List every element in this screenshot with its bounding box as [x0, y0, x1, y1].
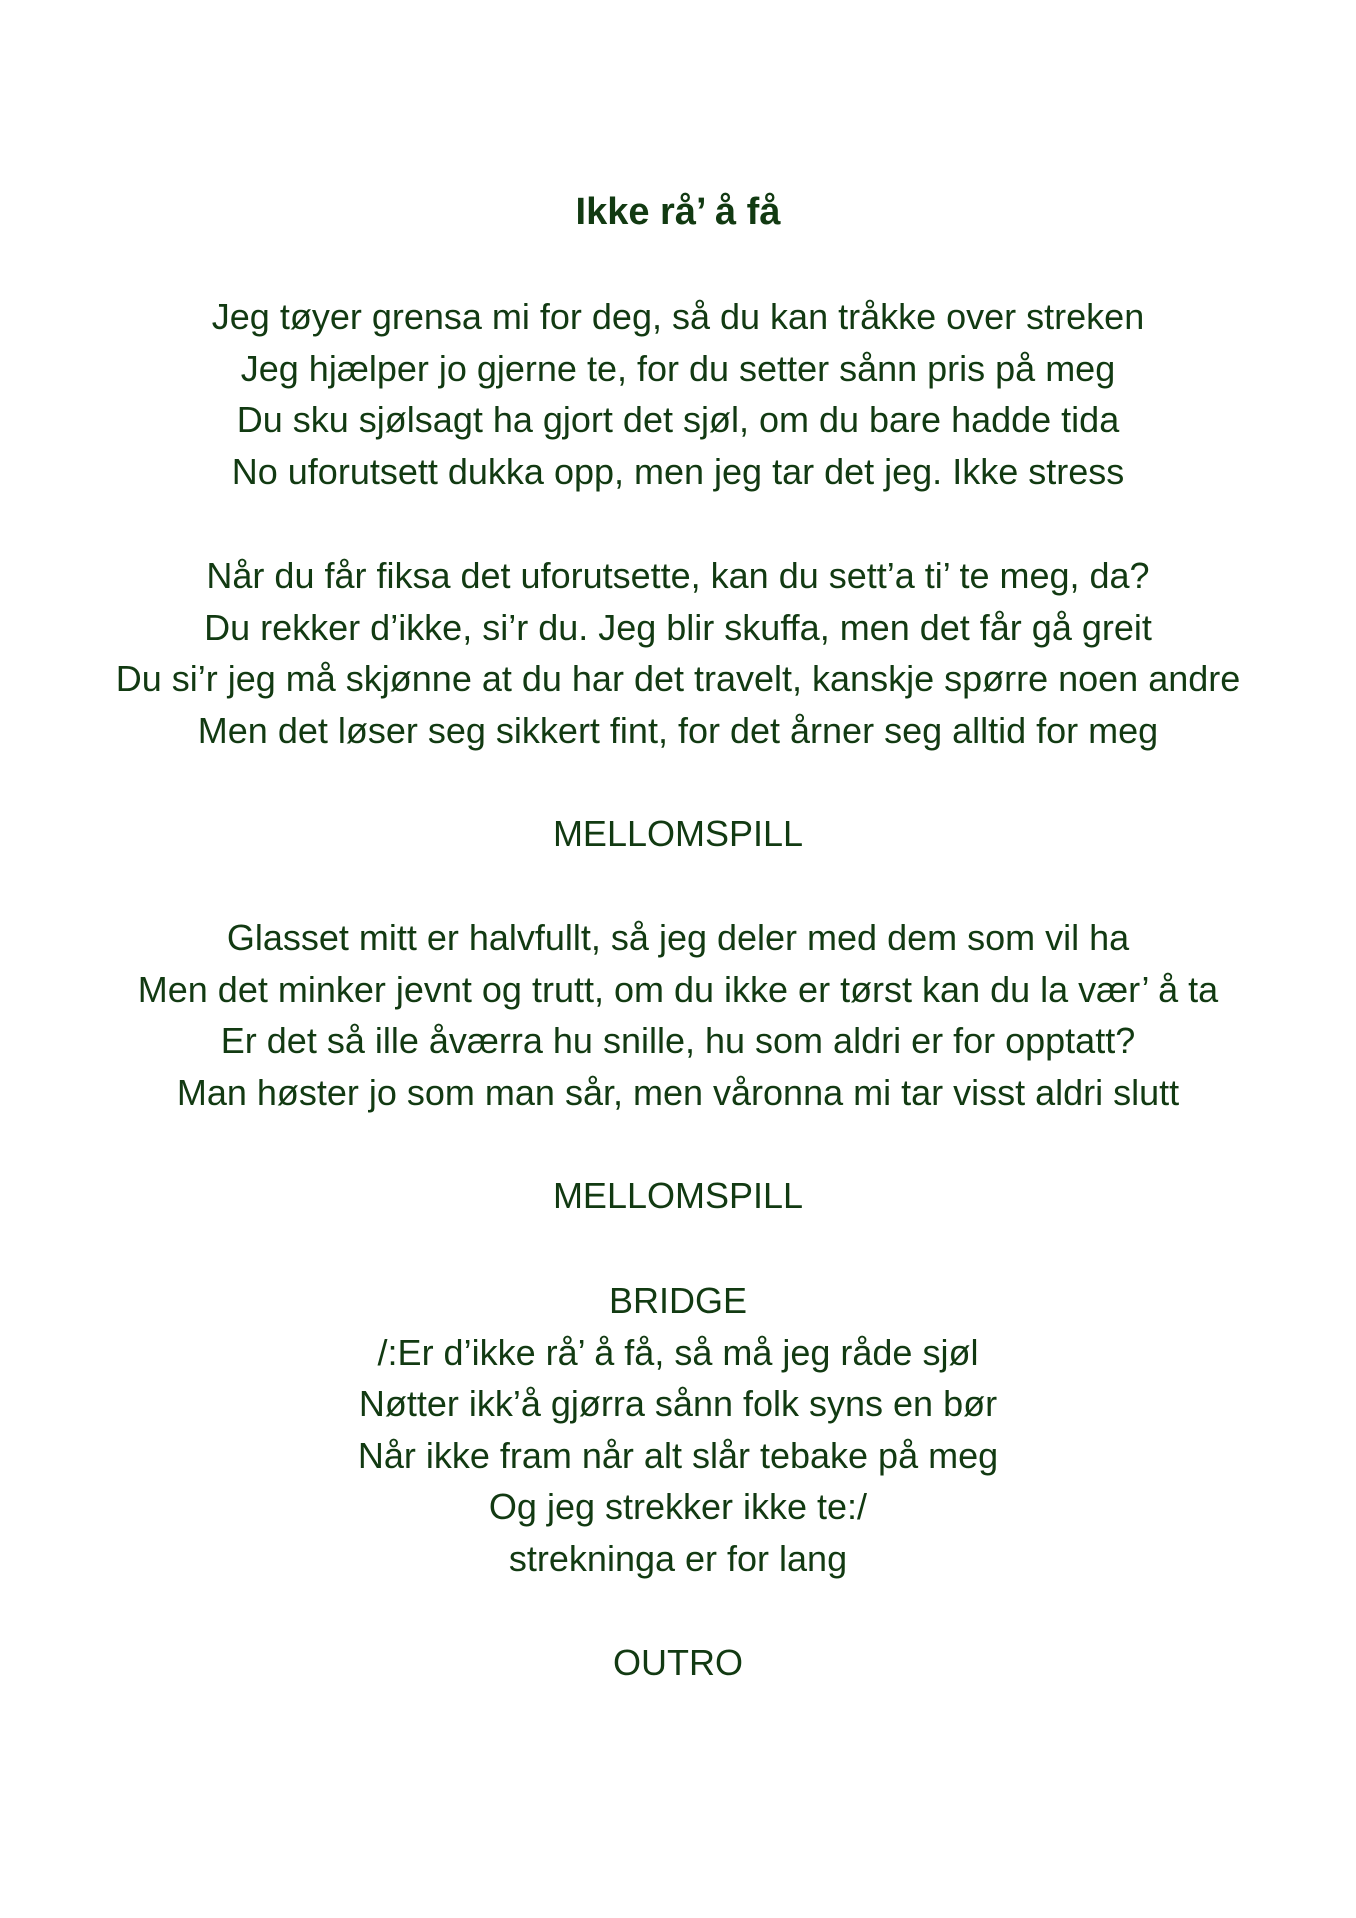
- verse-line: No uforutsett dukka opp, men jeg tar det jeg. Ikke stress: [231, 450, 1125, 492]
- bridge-label: BRIDGE: [608, 1280, 748, 1321]
- verse-line: Jeg hjælper jo gjerne te, for du setter sånn pris på meg: [240, 347, 1116, 389]
- song-title: Ikke rå’ å få: [575, 191, 781, 233]
- bridge: [0, 1275, 1356, 1584]
- bridge-line: Når ikke fram når alt slår tebake på meg: [357, 1434, 999, 1476]
- verse-line: Man høster jo som man sår, men våronna mi tar visst aldri slutt: [176, 1071, 1180, 1113]
- bridge-line: /:Er d’ikke rå’ å få, så må jeg råde sjøl: [377, 1331, 979, 1373]
- verse-3: [0, 912, 1356, 1118]
- verse-line: Er det så ille åværra hu snille, hu som aldri er for opptatt?: [220, 1020, 1136, 1061]
- verse-line: Du sku sjølsagt ha gjort det sjøl, om du bare hadde tida: [236, 399, 1120, 440]
- interlude-label: MELLOMSPILL: [552, 813, 804, 854]
- bridge-line: strekninga er for lang: [508, 1537, 848, 1579]
- bridge-line: Og jeg strekker ikke te:/: [488, 1486, 868, 1527]
- verse-line: Men det minker jevnt og trutt, om du ikke er tørst kan du la vær’ å ta: [137, 968, 1219, 1010]
- verse-line: Du rekker d’ikke, si’r du. Jeg blir skuffa, men det får gå greit: [204, 606, 1152, 648]
- verse-line: Men det løser seg sikkert fint, for det årner seg alltid for meg: [197, 709, 1159, 751]
- outro-label: OUTRO: [613, 1642, 743, 1683]
- verse-line: Jeg tøyer grensa mi for deg, så du kan tråkke over streken: [211, 296, 1145, 337]
- bridge-line: Nøtter ikk’å gjørra sånn folk syns en bør: [358, 1383, 998, 1424]
- verse-2: [0, 550, 1356, 756]
- verse-line: Glasset mitt er halvfullt, så jeg deler med dem som vil ha: [226, 917, 1130, 958]
- interlude-label: MELLOMSPILL: [552, 1175, 804, 1216]
- verse-line: Når du får fiksa det uforutsette, kan du sett’a ti’ te meg, da?: [206, 555, 1150, 596]
- interlude-2: [0, 1170, 1356, 1222]
- verse-1: [0, 291, 1356, 497]
- interlude-1: [0, 808, 1356, 860]
- verse-line: Du si’r jeg må skjønne at du har det travelt, kanskje spørre noen andre: [115, 658, 1241, 699]
- outro: [0, 1637, 1356, 1689]
